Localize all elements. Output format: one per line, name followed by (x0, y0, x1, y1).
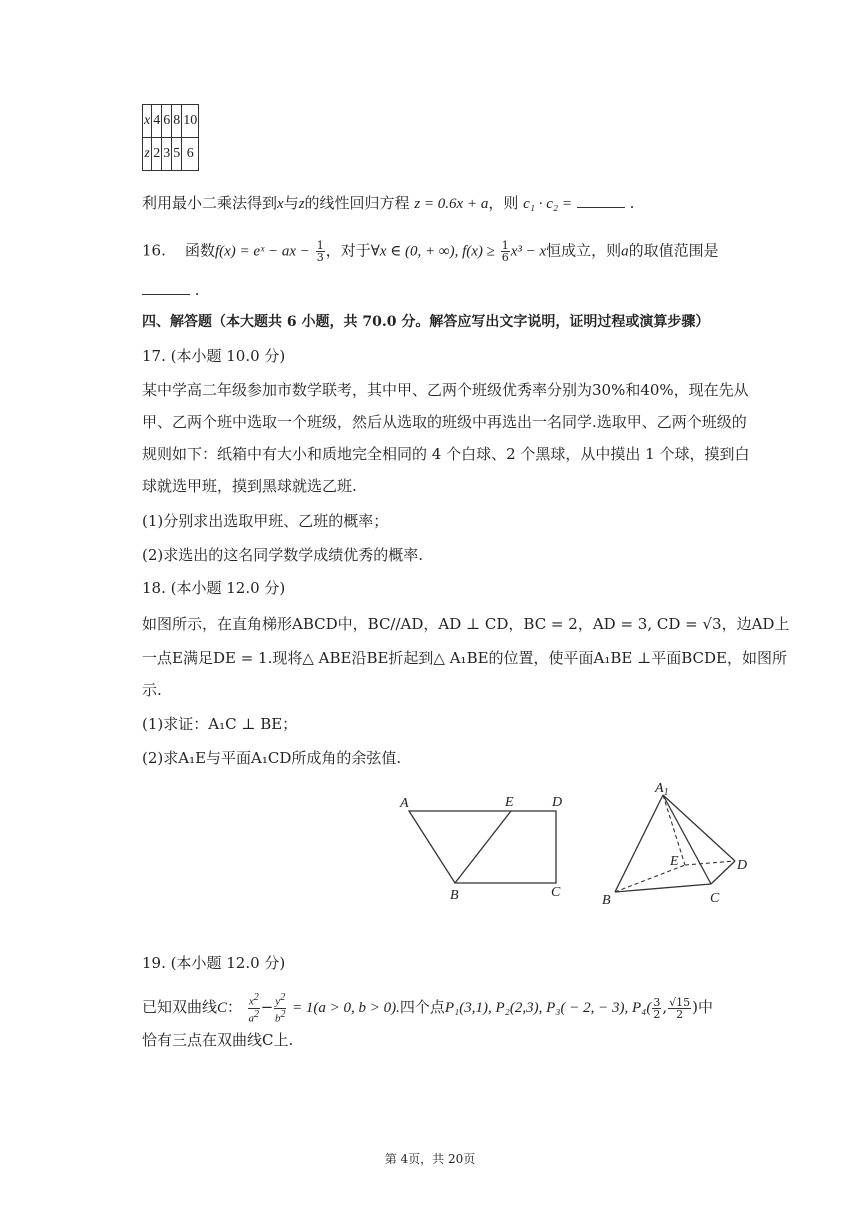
section-title: 四、解答题（本大题共 6 小题，共 70.0 分。解答应写出文字说明，证明过程或演算步骤） (142, 314, 710, 330)
q19-text-line: 已知双曲线C： $\frac{x^2}{a^2}$ − $\frac{y^2}{b^2}$ = 1(a > 0, b > 0).四个点P₁(3,1), P₂(2,3), P₃( − 2, − 3), P₄( $\frac{3}{2}$ , $\frac{√15}{2}$ )中 (142, 992, 713, 1025)
trapezoid-figure (395, 785, 575, 915)
page-footer: 第 4页，共 20页 (384, 1152, 476, 1166)
text: ，对于 (325, 241, 371, 260)
table-cell: 3 (162, 138, 172, 171)
fraction: $\frac{3}{2}$ (653, 995, 661, 1021)
data-table (142, 104, 199, 171)
pyramid-figure (597, 778, 767, 913)
q16-line (142, 240, 719, 263)
label-b: B (450, 888, 459, 903)
text: 恒成立，则 (546, 241, 622, 260)
answer-blank (142, 280, 190, 295)
q15-regression-line (142, 193, 634, 214)
q18-header: 18. (本小题 12.0 分) (142, 579, 286, 597)
edge-a1b (615, 795, 663, 892)
q18-text-line: 如图所示，在直角梯形ABCD中，BC//AD，AD ⊥ CD，BC = 2，AD = 3, CD = √3，边AD上 (142, 615, 790, 633)
label-c: C (710, 891, 720, 906)
edge-a1d (663, 795, 735, 861)
q18-text-line: 示. (142, 681, 162, 699)
table-cell: 2 (152, 138, 162, 171)
table-row (143, 138, 199, 171)
fraction: $\frac{1}{3}$ (316, 239, 324, 264)
text: 函数 (184, 241, 215, 260)
fraction-x2-a2: $\frac{x^2}{a^2}$ (248, 992, 260, 1025)
function-expression: f(x) = eˣ − ax − (214, 243, 310, 260)
text: . (629, 194, 635, 212)
text: 的取值范围是 (628, 241, 719, 260)
edge-cd (711, 861, 735, 884)
regression-equation: z = 0.6x + a (414, 196, 489, 212)
text: 四个点 (399, 998, 445, 1017)
table-cell: z (143, 138, 152, 171)
edge-bc (615, 884, 711, 892)
table-cell: 10 (182, 105, 199, 138)
table-cell: 5 (172, 138, 182, 171)
condition-expression: ∀x ∈ (0, + ∞), f(x) ≥ (370, 243, 495, 260)
q17-header: 17. (本小题 10.0 分) (142, 347, 286, 365)
q18-text-line: 一点E满足DE = 1.现将△ ABE沿BE折起到△ A₁BE的位置，使平面A₁BE ⊥平面BCDE，如图所 (142, 649, 787, 667)
label-a: A (400, 796, 409, 811)
q17-text-line: 球就选甲班，摸到黑球就选乙班. (142, 477, 357, 495)
q17-text-line: 甲、乙两个班中选取一个班级，然后从选取的班级中再选出一名同学.选取甲、乙两个班级的 (142, 413, 747, 431)
table-cell: 4 (152, 105, 162, 138)
table-cell: x (143, 105, 152, 138)
minus-sign: − (260, 998, 274, 1017)
question-number: 16. (142, 241, 166, 260)
table-cell: 6 (162, 105, 172, 138)
equation-tail: = 1(a > 0, b > 0). (291, 1000, 400, 1017)
label-e: E (670, 854, 679, 869)
text: 与 (283, 194, 299, 212)
answer-blank (577, 193, 625, 208)
math: x (277, 196, 284, 212)
table-cell: 6 (182, 138, 199, 171)
table-row (143, 105, 199, 138)
label-a1: $A_1$ (655, 781, 669, 798)
math: z (298, 196, 305, 212)
q17-text-line: 规则如下：纸箱中有大小和质地完全相同的 4 个白球、2 个黑球，从中摸出 1 个球，摸到白 (142, 445, 750, 463)
math: a (621, 243, 629, 260)
label-b: B (602, 893, 611, 908)
q18-part2: (2)求A₁E与平面A₁CD所成角的余弦值. (142, 749, 402, 767)
label-d: D (552, 795, 563, 810)
q17-text-line: 某中学高二年级参加市数学联考，其中甲、乙两个班级优秀率分别为30%和40%，现在先从 (142, 381, 749, 399)
q16-answer-line (142, 280, 200, 300)
edge-be-dashed (615, 865, 685, 892)
condition-expression: x³ − x (510, 243, 547, 260)
product-expression: c₁ · c₂ = (523, 196, 573, 212)
segment-be (455, 811, 511, 883)
label-e: E (505, 795, 514, 810)
text: . (194, 281, 200, 299)
label-d: D (737, 858, 748, 873)
text: ： (227, 998, 243, 1017)
text: 利用最小二乘法得到 (142, 194, 278, 212)
fraction: $\frac{1}{6}$ (501, 239, 509, 264)
q19-text-line: 恰有三点在双曲线C上. (142, 1031, 294, 1049)
text: 的线性回归方程 (304, 194, 410, 212)
text: ，则 (488, 194, 519, 212)
points-expression: P₁(3,1), P₂(2,3), P₃( − 2, − 3), P₄( (444, 1000, 652, 1017)
q17-part2: (2)求选出的这名同学数学成绩优秀的概率. (142, 546, 424, 564)
q18-part1: (1)求证：A₁C ⊥ BE； (142, 715, 298, 733)
text: )中 (692, 998, 713, 1017)
fraction-y2-b2: $\frac{y^2}{b^2}$ (274, 992, 286, 1025)
table-cell: 8 (172, 105, 182, 138)
q17-part1: (1)分别求出选取甲班、乙班的概率； (142, 512, 389, 530)
edge-ed-dashed (685, 861, 735, 865)
text: 已知双曲线 (142, 998, 218, 1017)
math: C (217, 1000, 228, 1017)
label-c: C (551, 885, 561, 900)
q19-header: 19. (本小题 12.0 分) (142, 954, 286, 972)
fraction: $\frac{√15}{2}$ (669, 995, 691, 1021)
